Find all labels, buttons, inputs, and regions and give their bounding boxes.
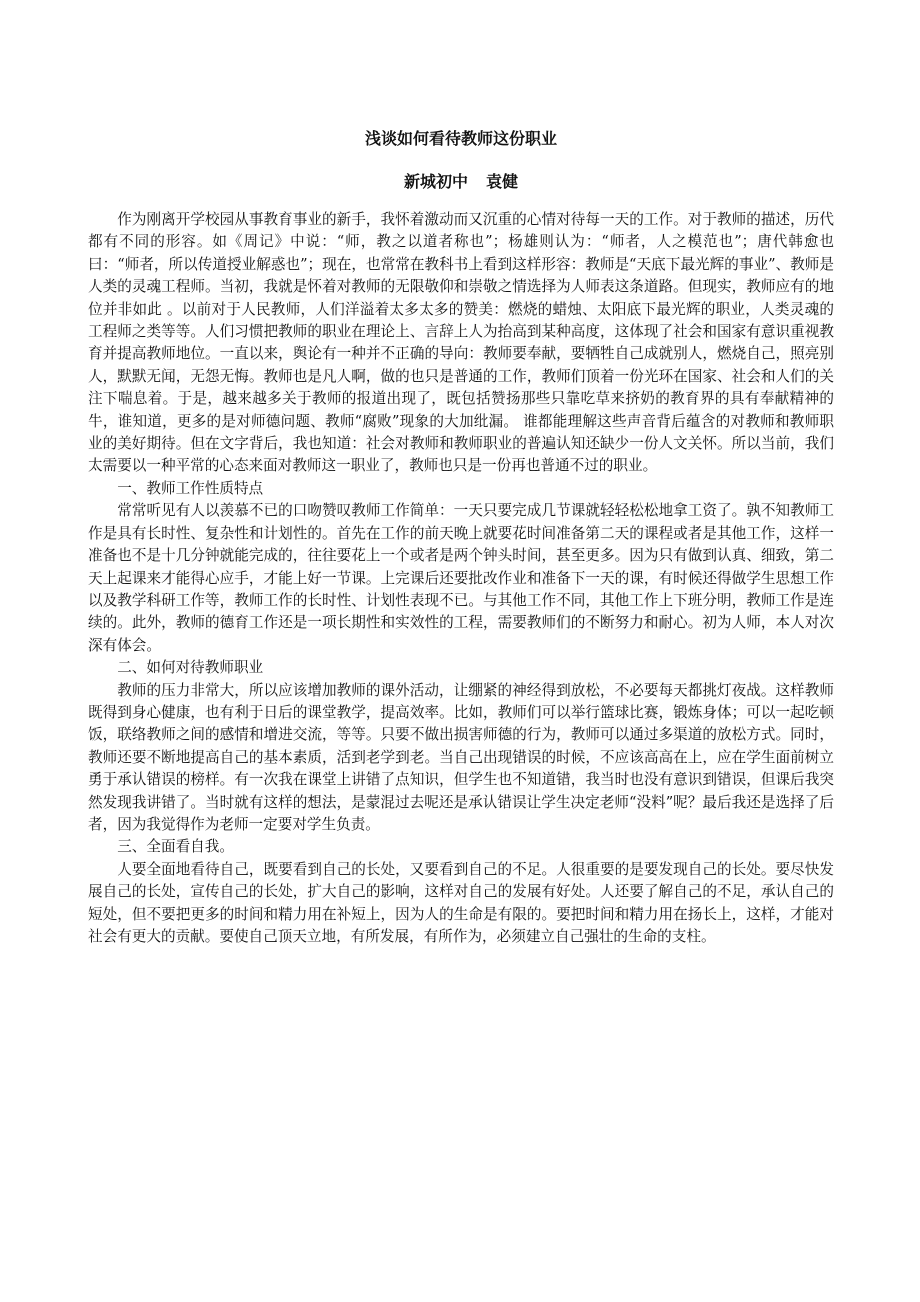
author-line — [88, 171, 834, 193]
section1-paragraph: 常常听见有人以羡慕不已的口吻赞叹教师工作简单：一天只要完成几节课就轻轻松松地拿工资了。孰不知教师工作是具有长时性、复杂性和计划性的。首先在工作的前天晚上就要花时间准备第二天的课程或者是其他工作，这样一准备也不是十几分钟就能完成的，往往要花上一个或者是两个钟头时间，甚至更多。因为只有做到认真、细致，第二天上起课来才能得心应手，才能上好一节课。上完课后还要批改作业和准备下一天的课，有时候还得做学生思想工作以及教学科研工作等，教师工作的长时性、计划性表现不已。与其他工作不同，其他工作上下班分明，教师工作是连续的。此外，教师的德育工作还是一项长期性和实效性的工程，需要教师们的不断努力和耐心。初为人师，本人对次深有体会。 — [88, 502, 834, 654]
document-title: 浅谈如何看待教师这份职业 — [364, 129, 557, 148]
intro-paragraph: 作为刚离开学校园从事教育事业的新手，我怀着激动而又沉重的心情对待每一天的工作。对于教师的描述，历代都有不同的形容。如《周记》中说：“师，教之以道者称也”；杨雄则认为：“师者，人之模范也”；唐代韩愈也曰：“师者，所以传道授业解惑也”；现在，也常常在教科书上看到这样形容：教师是“天底下最光辉的事业”、教师是人类的灵魂工程师。当初，我就是怀着对教师的无限敬仰和崇敬之情选择为人师表这条道路。但现实，教师应有的地位并非如此 。以前对于人民教师，人们洋溢着太多太多的赞美：燃烧的蜡烛、太阳底下最光辉的职业，人类灵魂的工程师之类等等。人们习惯把教师的职业在理论上、言辞上人为抬高到某种高度，这体现了社会和国家有意识重视教育并提高教师地位。一直以来，舆论有一种并不正确的导向：教师要奉献，要牺牲自己成就别人，燃烧自己，照亮别人，默默无闻，无怨无悔。教师也是凡人啊，做的也只是普通的工作，教师们顶着一份光环在国家、社会和人们的关注下喘息着。于是，越来越多关于教师的报道出现了，既包括赞扬那些只靠吃草来挤奶的教育界的具有奉献精神的牛，谁知道，更多的是对师德问题、教师“腐败”现象的大加纰漏。 谁都能理解这些声音背后蕴含的对教师和教师职业的美好期待。但在文字背后，我也知道：社会对教师和教师职业的普遍认知还缺少一份人文关怀。所以当前，我们太需要以一种平常的心态来面对教师这一职业了，教师也只是一份再也普通不过的职业。 — [88, 211, 834, 475]
section1-heading: 一、教师工作性质特点 — [117, 479, 264, 497]
document-body — [88, 209, 834, 948]
author-name: 袁健 — [486, 172, 519, 191]
section3-paragraph: 人要全面地看待自己，既要看到自己的长处，又要看到自己的不足。人很重要的是要发现自己的长处。要尽快发展自己的长处，宣传自己的长处，扩大自己的影响，这样对自己的发展有好处。人还要了解自己的不足，承认自己的短处，但不要把更多的时间和精力用在补短上，因为人的生命是有限的。要把时间和精力用在扬长上，这样，才能对社会有更大的贡献。要使自己顶天立地，有所发展，有所作为，必须建立自己强壮的生命的支柱。 — [88, 860, 834, 945]
section2-paragraph: 教师的压力非常大，所以应该增加教师的课外活动，让绷紧的神经得到放松，不必要每天都挑灯夜战。这样教师既得到身心健康，也有利于日后的课堂教学，提高效率。比如，教师们可以举行篮球比赛，锻炼身体；可以一起吃顿饭，联络教师之间的感情和增进交流，等等。只要不做出损害师德的行为，教师可以通过多渠道的放松方式。同时，教师还要不断地提高自己的基本素质，活到老学到老。当自己出现错误的时候，不应该高高在上，应在学生面前树立勇于承认错误的榜样。有一次我在课堂上讲错了点知识，但学生也不知道错，我当时也没有意识到错误，但课后我突然发现我讲错了。当时就有这样的想法，是蒙混过去呢还是承认错误让学生决定老师“没料”呢？最后我还是选择了后者，因为我觉得作为老师一定要对学生负责。 — [88, 681, 834, 833]
section3-heading: 三、全面看自我。 — [117, 838, 234, 856]
school-name: 新城初中 — [403, 172, 468, 191]
section2-heading: 二、如何对待教师职业 — [117, 659, 264, 677]
